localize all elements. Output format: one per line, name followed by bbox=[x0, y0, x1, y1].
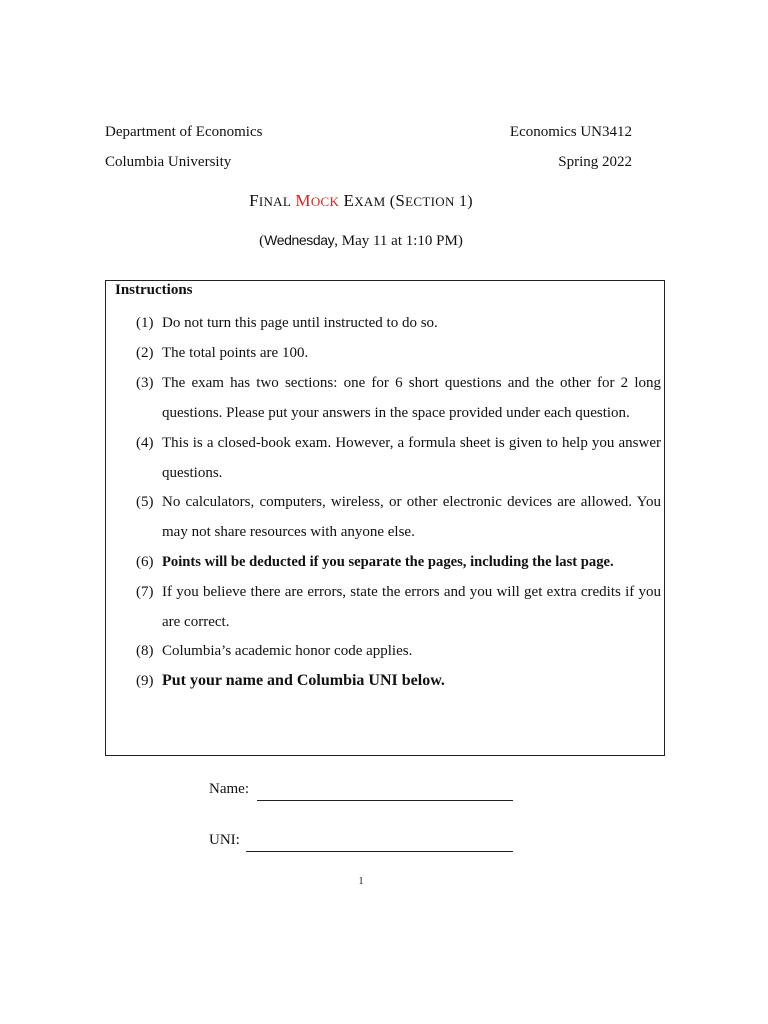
instruction-item-8: (8) Columbia’s academic honor code applies. bbox=[136, 643, 413, 659]
instruction-item-4: (4) This is a closed-book exam. However, a formula sheet is given to help you answer questions. bbox=[136, 435, 661, 481]
total-points: 100 bbox=[281, 345, 305, 361]
uni-label: UNI: bbox=[209, 832, 240, 848]
instruction-item-7: (7) If you believe there are errors, state the errors and you will get extra credits if you are correct. bbox=[136, 584, 661, 630]
course-code: Economics UN3412 bbox=[509, 124, 632, 140]
instruction-item-6: (6) Points will be deducted if you separate the pages, including the last page. bbox=[136, 554, 614, 570]
exam-date: (Wednesday, May 11 at 1:10 PM) bbox=[259, 232, 463, 249]
exam-weekday: Wednesday bbox=[264, 232, 335, 248]
university-name: Columbia University bbox=[105, 154, 232, 170]
instruction-item-2: (2) The total points are 100. bbox=[136, 345, 309, 361]
title-section: (SECTION 1) bbox=[389, 191, 473, 210]
instruction-item-5: (5) No calculators, computers, wireless, or other electronic devices are allowed. You may not share resources with anyone else. bbox=[136, 494, 661, 540]
name-label: Name: bbox=[209, 781, 249, 797]
title-word-mock: MOCK bbox=[295, 191, 340, 210]
uni-field[interactable] bbox=[246, 851, 513, 852]
instruction-item-1: (1) Do not turn this page until instructed to do so. bbox=[136, 315, 438, 331]
instructions-box bbox=[105, 280, 665, 756]
page-number: 1 bbox=[358, 876, 364, 887]
term: Spring 2022 bbox=[558, 154, 632, 170]
instruction-item-3: (3) The exam has two sections: one for 6 short questions and the other for 2 long questions. Please put your answers in the space provided under each question. bbox=[136, 375, 661, 421]
title-word-exam: EXAM bbox=[343, 191, 386, 210]
exam-title bbox=[0, 191, 722, 211]
department-name: Department of Economics bbox=[105, 124, 263, 140]
instructions-heading: Instructions bbox=[115, 282, 193, 298]
name-field[interactable] bbox=[257, 800, 513, 801]
title-word-final: FINAL bbox=[249, 191, 292, 210]
instruction-item-9: (9) Put your name and Columbia UNI below. bbox=[136, 672, 445, 689]
